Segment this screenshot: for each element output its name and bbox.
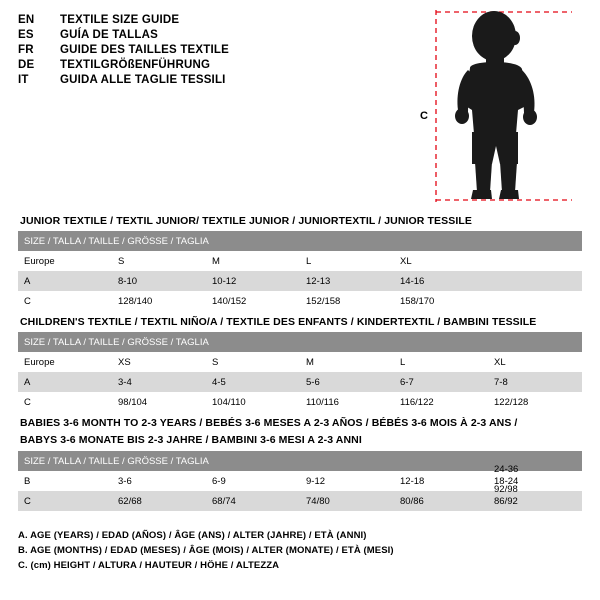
cell: 158/170: [394, 291, 488, 311]
section-babies: [18, 417, 582, 511]
cell: M: [206, 251, 300, 271]
toddler-silhouette-icon: [422, 6, 582, 206]
cell: 122/128: [488, 392, 582, 412]
cell: 128/140: [112, 291, 206, 311]
language-title: GUIDA ALLE TAGLIE TESSILI: [60, 74, 226, 86]
cell: 12-13: [300, 271, 394, 291]
row-label: A: [18, 372, 112, 392]
legend-item-a: A. AGE (YEARS) / EDAD (AÑOS) / ÂGE (ANS) / ALTER (JAHRE) / ETÀ (ANNI): [18, 530, 367, 541]
cell: 74/80: [300, 491, 394, 511]
cell: 7-8: [488, 372, 582, 392]
table-row: [18, 392, 582, 412]
cell: 9-12: [300, 471, 394, 491]
table-babies: [18, 451, 582, 511]
table-row: [18, 372, 582, 392]
table-row: [18, 352, 582, 372]
language-code: IT: [18, 74, 29, 86]
cell: S: [112, 251, 206, 271]
cell: XL: [488, 352, 582, 372]
language-title: GUÍA DE TALLAS: [60, 29, 158, 41]
language-title: TEXTILE SIZE GUIDE: [60, 14, 180, 26]
section-title-babies-line2: BABYS 3-6 MONATE BIS 2-3 JAHRE / BAMBINI 3-6 MESI A 2-3 ANNI: [20, 434, 362, 446]
language-code: DE: [18, 59, 35, 71]
language-row: [18, 14, 418, 26]
row-label: C: [18, 291, 112, 311]
section-children: [18, 316, 582, 412]
figure-measure-label: C: [420, 110, 428, 122]
cell-empty: [488, 291, 582, 311]
language-row: [18, 29, 418, 41]
language-row: [18, 59, 418, 71]
cell: 86/92: [488, 491, 582, 511]
cell: 5-6: [300, 372, 394, 392]
table-children: [18, 332, 582, 412]
table-junior: [18, 231, 582, 311]
cell: 104/110: [206, 392, 300, 412]
language-code: FR: [18, 44, 34, 56]
section-title-babies-line1: BABIES 3-6 MONTH TO 2-3 YEARS / BEBÉS 3-6 MESES A 2-3 AÑOS / BÉBÉS 3-6 MOIS À 2-3 ANS /: [20, 417, 518, 429]
language-title: GUIDE DES TAILLES TEXTILE: [60, 44, 229, 56]
cell: S: [206, 352, 300, 372]
table-row: [18, 251, 582, 271]
cell: 98/104: [112, 392, 206, 412]
table-header-label: SIZE / TALLA / TAILLE / GRÖSSE / TAGLIA: [18, 332, 582, 352]
legend-block: [18, 528, 582, 573]
cell-empty: [488, 271, 582, 291]
language-row: [18, 74, 418, 86]
row-label: C: [18, 491, 112, 511]
cell: 3-6: [112, 471, 206, 491]
table-header-row: [18, 451, 582, 471]
cell: 14-16: [394, 271, 488, 291]
cell: 10-12: [206, 271, 300, 291]
language-code: ES: [18, 29, 34, 41]
table-header-row: [18, 332, 582, 352]
row-label: B: [18, 471, 112, 491]
cell: 80/86: [394, 491, 488, 511]
table-header-row: [18, 231, 582, 251]
language-header-block: [18, 14, 418, 89]
cell: 3-4: [112, 372, 206, 392]
row-label: A: [18, 271, 112, 291]
cell: 62/68: [112, 491, 206, 511]
cell: XS: [112, 352, 206, 372]
cell: 68/74: [206, 491, 300, 511]
table-row: [18, 271, 582, 291]
table-row: [18, 471, 582, 491]
cell: XL: [394, 251, 488, 271]
cell: 110/116: [300, 392, 394, 412]
cell: L: [300, 251, 394, 271]
section-title-children: CHILDREN'S TEXTILE / TEXTIL NIÑO/A / TEXTILE DES ENFANTS / KINDERTEXTIL / BAMBINI TESSILE: [20, 316, 537, 328]
row-label: Europe: [18, 251, 112, 271]
row-label: Europe: [18, 352, 112, 372]
table-row: [18, 491, 582, 511]
language-row: [18, 44, 418, 56]
cell: 152/158: [300, 291, 394, 311]
cell: 4-5: [206, 372, 300, 392]
cell: 140/152: [206, 291, 300, 311]
cell: L: [394, 352, 488, 372]
cell-empty: [488, 251, 582, 271]
cell: 12-18: [394, 471, 488, 491]
language-title: TEXTILGRÖßENFÜHRUNG: [60, 59, 211, 71]
table-header-label: SIZE / TALLA / TAILLE / GRÖSSE / TAGLIA: [18, 231, 582, 251]
cell: 6-7: [394, 372, 488, 392]
row-label: C: [18, 392, 112, 412]
language-code: EN: [18, 14, 35, 26]
legend-item-c: C. (cm) HEIGHT / ALTURA / HAUTEUR / HÖHE / ALTEZZA: [18, 560, 280, 571]
legend-item-b: B. AGE (MONTHS) / EDAD (MESES) / ÂGE (MOIS) / ALTER (MONATE) / ETÀ (MESI): [18, 545, 394, 556]
table-header-label: SIZE / TALLA / TAILLE / GRÖSSE / TAGLIA: [18, 451, 582, 471]
cell: 92/98: [494, 484, 518, 495]
measurement-figure: [420, 6, 590, 206]
cell: 116/122: [394, 392, 488, 412]
cell: 8-10: [112, 271, 206, 291]
cell: 18-24: [488, 471, 582, 491]
cell: 24-36: [494, 464, 519, 475]
cell: 6-9: [206, 471, 300, 491]
section-junior: [18, 215, 582, 311]
cell: M: [300, 352, 394, 372]
table-row: [18, 291, 582, 311]
section-title-junior: JUNIOR TEXTILE / TEXTIL JUNIOR/ TEXTILE JUNIOR / JUNIORTEXTIL / JUNIOR TESSILE: [20, 215, 472, 227]
